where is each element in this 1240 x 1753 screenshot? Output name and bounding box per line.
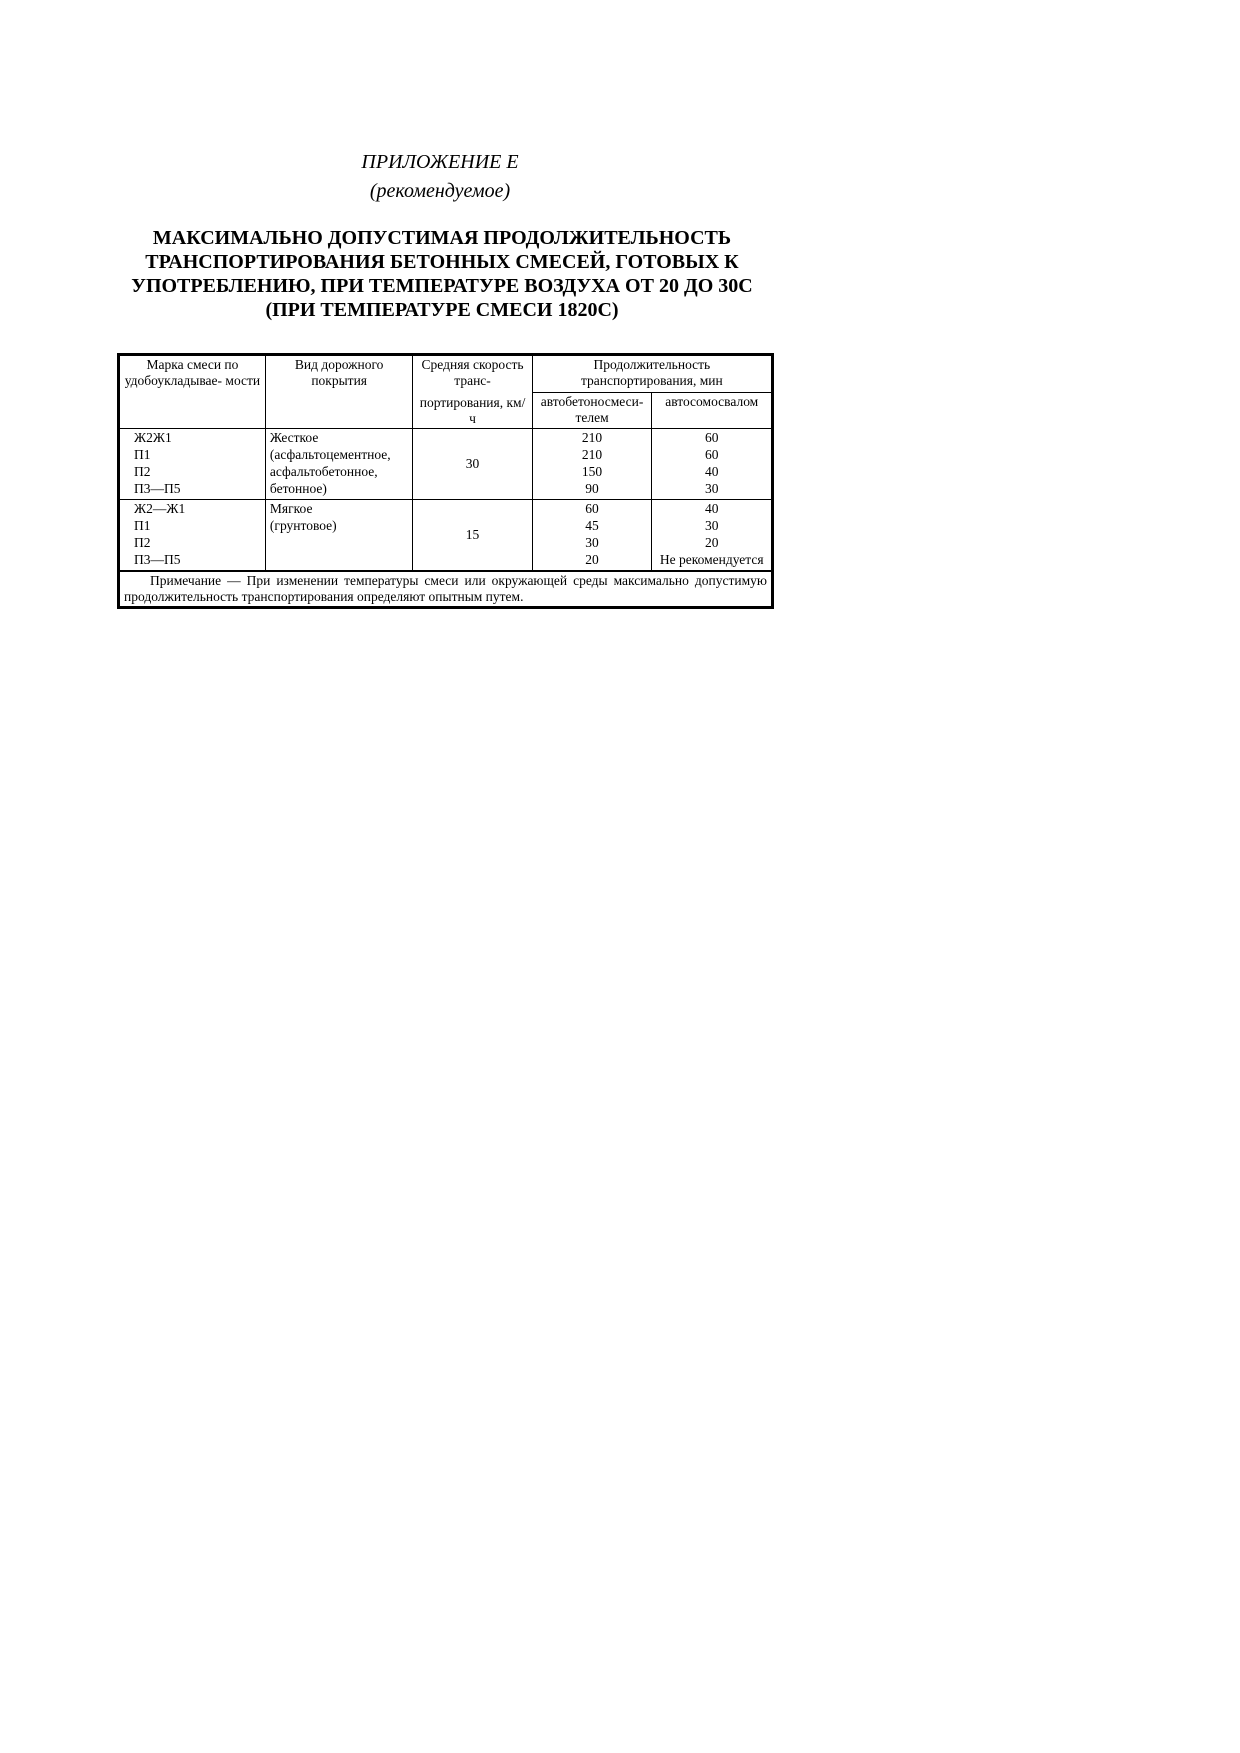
coating-line: бетонное): [269, 481, 327, 496]
coating-line: [270, 535, 409, 552]
header-speed-line1: Средняя скорость транс-: [421, 357, 524, 388]
mark-cell: [119, 500, 266, 572]
dumper-value: 40: [704, 464, 719, 479]
header-dumper: автосомосвалом: [652, 392, 773, 428]
coating-line: [270, 552, 409, 569]
dumper-value: 30: [704, 481, 719, 496]
dumper-value: 20: [704, 535, 719, 550]
mark-cell: [119, 429, 266, 500]
mixer-cell: [532, 429, 652, 500]
mixer-value: 45: [585, 518, 599, 533]
coating-line: (грунтовое): [269, 518, 337, 533]
header-mark: Марка смеси по удобоукладывае- мости: [119, 355, 266, 429]
coating-line: (асфальтоцементное,: [269, 447, 391, 462]
speed-cell: 30: [413, 429, 532, 500]
dumper-value: 60: [704, 430, 719, 445]
transport-duration-table: [117, 353, 774, 609]
header-coating: Вид дорожного покрытия: [265, 355, 413, 429]
table-row-group-soft: [119, 500, 773, 572]
table-row-group-rigid: [119, 429, 773, 500]
appendix-status: (рекомендуемое): [369, 180, 511, 202]
mixer-value: 60: [585, 501, 599, 516]
mark-item: Ж2—Ж1: [134, 501, 186, 516]
mark-item: П3—П5: [134, 552, 181, 567]
coating-cell: [265, 500, 413, 572]
table-note: Примечание — При изменении температуры смеси или окружающей среды максимально допустимую продолжительность транспортирования определяют опытным путем.: [119, 571, 773, 608]
speed-cell: 15: [413, 500, 532, 572]
header-speed-line2: портирования, км/ч: [419, 395, 526, 426]
coating-line: Мягкое: [269, 501, 313, 516]
dumper-value: Не рекомендуется: [659, 552, 764, 567]
mark-item: Ж2Ж1: [134, 430, 172, 445]
header-speed: [413, 355, 532, 429]
mark-item: П1: [134, 518, 151, 533]
dumper-value: 30: [704, 518, 719, 533]
dumper-cell: [652, 429, 773, 500]
coating-line: Жесткое: [269, 430, 319, 445]
mark-item: П2: [134, 464, 151, 479]
mixer-value: 20: [585, 552, 599, 567]
document-title: МАКСИМАЛЬНО ДОПУСТИМАЯ ПРОДОЛЖИТЕЛЬНОСТЬ ТРАНСПОРТИРОВАНИЯ БЕТОННЫХ СМЕСЕЙ, ГОТОВЫХ К УПОТРЕБЛЕНИЮ, ПРИ ТЕМПЕРАТУРЕ ВОЗДУХА ОТ 20 ДО 30С (ПРИ ТЕМПЕРАТУРЕ СМЕСИ 1820С): [131, 227, 753, 321]
mark-item: П1: [134, 447, 151, 462]
mark-item: П3—П5: [134, 481, 181, 496]
mixer-value: 30: [585, 535, 599, 550]
mixer-cell: [532, 500, 652, 572]
header-duration: Продолжительность транспортирования, мин: [532, 355, 772, 393]
dumper-value: 60: [704, 447, 719, 462]
dumper-cell: [652, 500, 773, 572]
mixer-value: 150: [581, 464, 603, 479]
mixer-value: 210: [581, 430, 603, 445]
dumper-value: 40: [704, 501, 719, 516]
mixer-value: 210: [581, 447, 603, 462]
appendix-label: ПРИЛОЖЕНИЕ Е: [361, 151, 519, 173]
coating-line: асфальтобетонное,: [269, 464, 378, 479]
mark-item: П2: [134, 535, 151, 550]
table-note-row: [119, 571, 773, 608]
mixer-value: 90: [585, 481, 599, 496]
header-mixer: автобетоносмеси- телем: [532, 392, 652, 428]
coating-cell: [265, 429, 413, 500]
